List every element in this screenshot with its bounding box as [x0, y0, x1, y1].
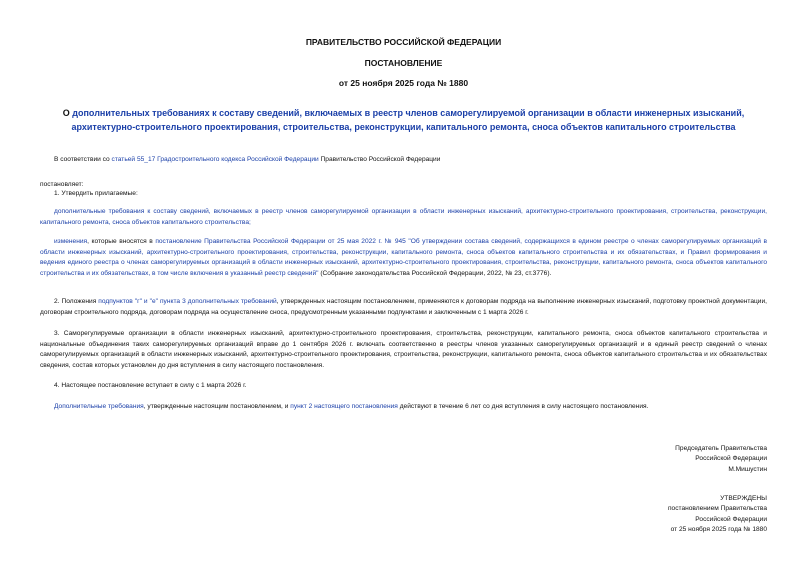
item1-b-link1[interactable]: изменения	[54, 238, 88, 245]
item3: 3. Саморегулируемые организации в области инженерных изысканий, архитектурно-строительного проектирования, строительства, реконструкции, капитального ремонта, сноса объектов капитального строительства и национальные объединения таких саморегулируемых организаций вправе до 1 сентября 2026 г. включать соответственно в реестры членов указанных саморегулируемых организаций и в единый реестр сведений о членах саморегулируемых организаций в области инженерных изысканий, архитектурно-строительного проектирования, строительства, реконструкции, капитального ремонта, сноса объектов капитального строительства и их обязательствах сведения, состав которых установлен до дня вступления в силу настоящего постановления.	[40, 330, 767, 369]
document-subject	[40, 106, 767, 134]
signature-line1: Председатель Правительства	[675, 445, 767, 452]
item2-link[interactable]: подпунктов "г" и "е" пункта 3 дополнительных требований	[98, 298, 277, 305]
item1-b-mid: , которые вносятся в	[87, 238, 153, 245]
document-date-number: от 25 ноября 2025 года № 1880	[338, 78, 469, 88]
decrees-word: постановляет:	[40, 181, 84, 188]
preamble-link[interactable]: статьей 55_17 Градостроительного кодекса Российской Федерации	[111, 156, 319, 163]
item5-link2[interactable]: пункт 2 настоящего постановления	[290, 403, 398, 410]
item1-b	[40, 237, 767, 279]
item2-pre: 2. Положения	[54, 298, 97, 305]
preamble	[54, 155, 766, 166]
preamble-pre: В соответствии со	[54, 156, 110, 163]
approved-block	[467, 494, 767, 535]
item5	[54, 402, 766, 413]
document-type: ПОСТАНОВЛЕНИЕ	[364, 58, 443, 68]
item1-title: 1. Утвердить прилагаемые:	[54, 190, 138, 197]
preamble-post: Правительство Российской Федерации	[320, 156, 441, 163]
signature-line3: М.Мишустин	[728, 465, 767, 473]
approved-line3: Российской Федерации	[695, 515, 767, 523]
subject-link[interactable]: дополнительных требованиях к составу сведений, включаемых в реестр членов саморегулируемой организации в области инженерных изысканий, архитектурно-строительного проектирования, строительства, реконструкции, капитального ремонта, сноса объектов капитального строительства	[71, 108, 745, 132]
signature-line2: Российской Федерации	[695, 455, 767, 463]
item2	[40, 297, 767, 318]
government-title: ПРАВИТЕЛЬСТВО РОССИЙСКОЙ ФЕДЕРАЦИИ	[305, 37, 502, 47]
subject-prefix: О	[62, 108, 70, 118]
item1-b-link2[interactable]: постановление Правительства Российской Федерации от 25 мая 2022 г. № 945 "Об утверждении состава сведений, содержащихся в едином реестре о членах саморегулируемых организаций в области инженерных изысканий, архитектурно-строительного проектирования, строительства, реконструкции, капитального ремонта, сноса объектов капитального строительства и их обязательствах, и Правил формирования и ведения единого реестра о членах саморегулируемых организаций в области инженерных изысканий, архитектурно-строительного проектирования, строительства, реконструкции, капитального ремонта, сноса объектов капитального строительства и их обязательствах, в том числе включения в указанный реестр сведений"	[40, 238, 767, 277]
item2-post: , утвержденных настоящим постановлением, применяются к договорам подряда на выполнение инженерных изысканий, подготовку проектной документации, договорам строительного подряда, договорам подряда на осуществление сноса, предусмотренным указанными подпунктами и заключенным с 1 марта 2026 г.	[40, 298, 767, 316]
approved-line2: постановлением Правительства	[667, 505, 767, 513]
item5-link1[interactable]: Дополнительные требования	[54, 403, 144, 410]
item1-b-tail: (Собрание законодательства Российской Федерации, 2022, № 23, ст.3776).	[318, 269, 552, 277]
signature-block	[467, 444, 767, 475]
approved-line4: от 25 ноября 2025 года № 1880	[670, 525, 767, 533]
item4: 4. Настоящее постановление вступает в силу с 1 марта 2026 г.	[54, 382, 247, 389]
item5-mid: , утвержденные настоящим постановлением, и	[143, 403, 289, 410]
item1-a	[40, 207, 767, 228]
item5-post: действуют в течение 6 лет со дня вступления в силу настоящего постановления.	[397, 403, 649, 410]
item1-a-link[interactable]: дополнительные требования к составу сведений, включаемых в реестр членов саморегулируемой организации в области инженерных изысканий, архитектурно-строительного проектирования, строительства, реконструкции, капитального ремонта, сноса объектов капитального строительства;	[40, 208, 767, 226]
approved-line1: УТВЕРЖДЕНЫ	[720, 495, 767, 502]
